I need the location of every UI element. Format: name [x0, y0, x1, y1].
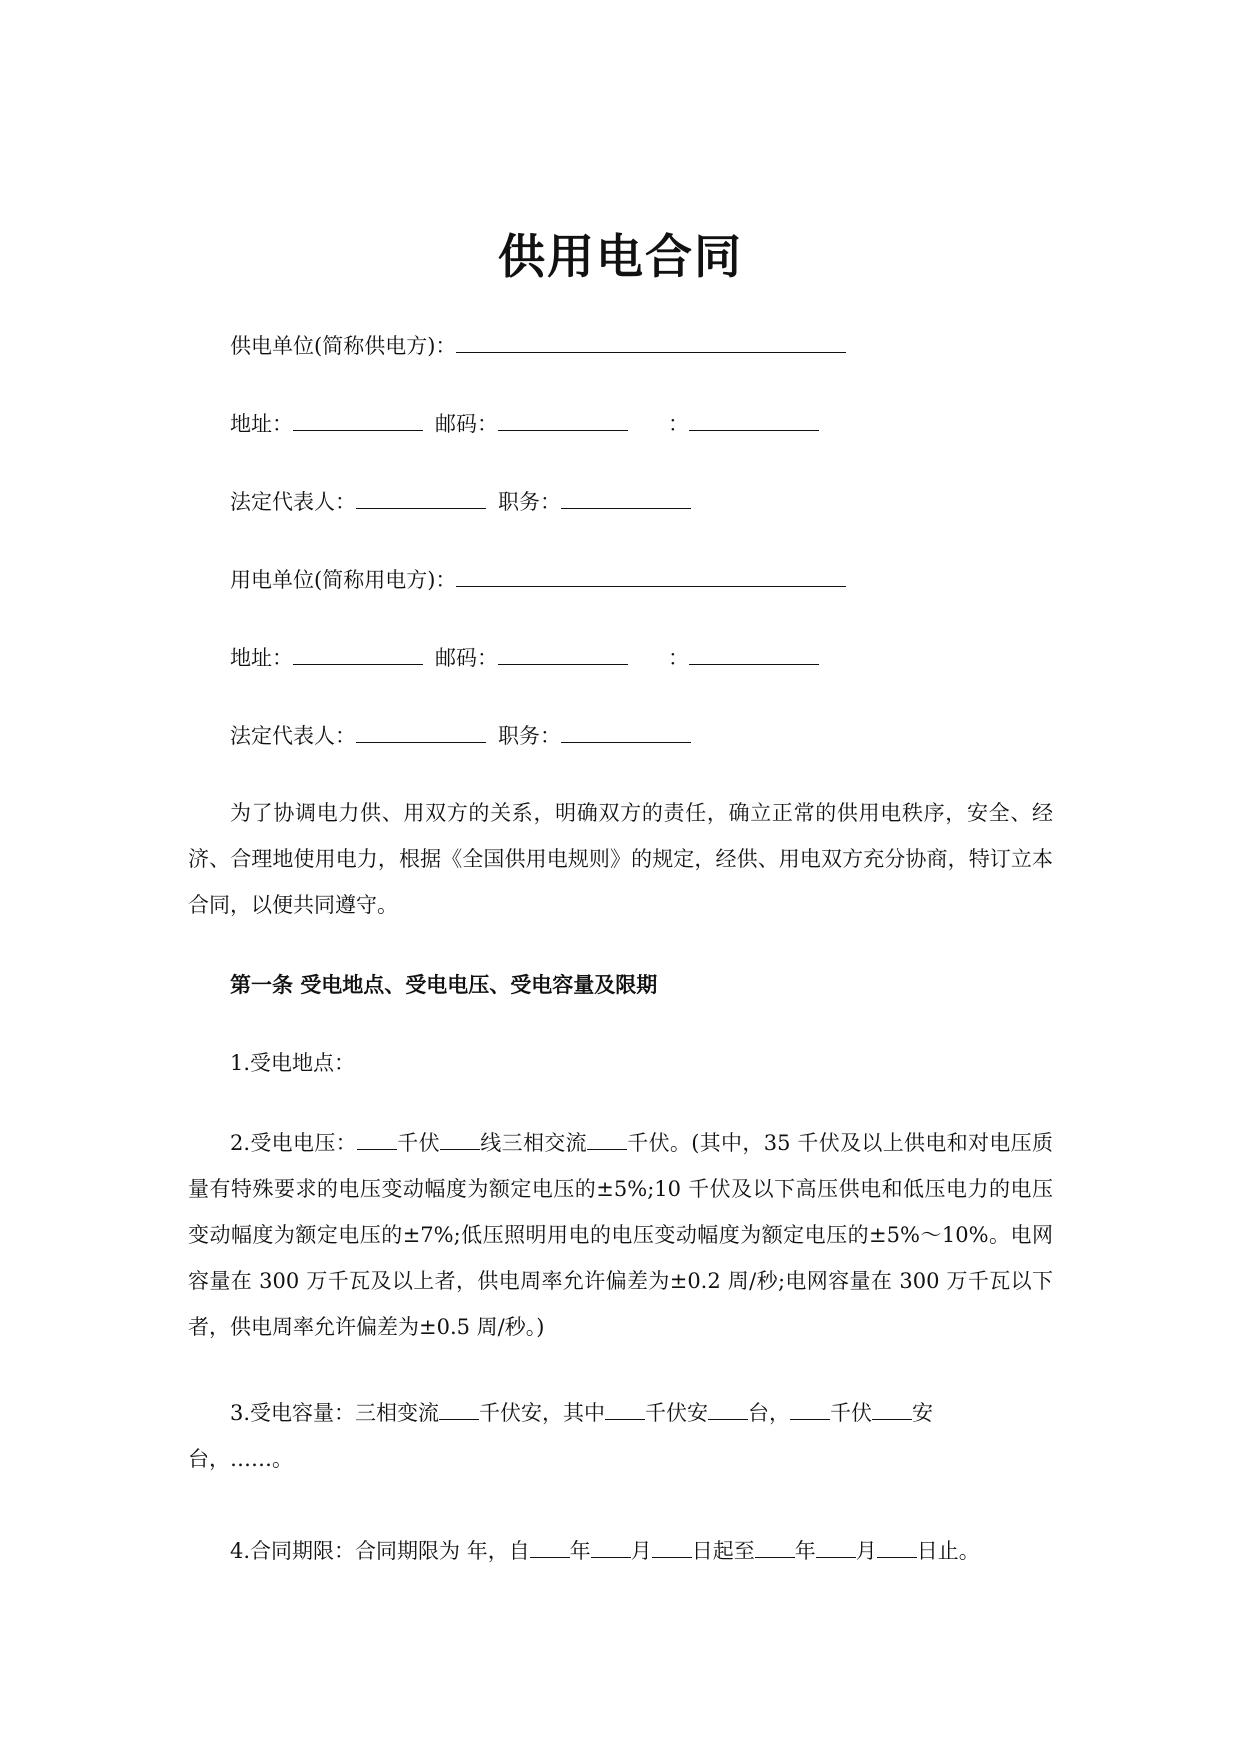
- consumer-postcode-blank: [498, 642, 628, 665]
- item4-text-4: 年: [794, 1539, 816, 1563]
- consumer-unit-line: [230, 564, 846, 595]
- item4-blank-2: [591, 1535, 631, 1558]
- item4-blank-1: [530, 1535, 570, 1558]
- supplier-rep-label: 法定代表人：: [230, 490, 356, 514]
- preamble-paragraph: 为了协调电力供、用双方的关系，明确双方的责任，确立正常的供用电秩序，安全、经济、合理地使用电力，根据《全国供用电规则》的规定，经供、用电双方充分协商，特订立本合同，以便共同遵守。: [188, 801, 1053, 917]
- item4-blank-3: [652, 1535, 692, 1558]
- item4-text-1: 年: [569, 1539, 591, 1563]
- supplier-address-label: 地址：: [230, 412, 293, 436]
- consumer-rep-blank: [356, 720, 486, 743]
- consumer-unit-label: 用电单位(简称用电方)：: [230, 568, 457, 592]
- article1-item3: [188, 1390, 1008, 1482]
- item4-text-5: 月: [855, 1539, 877, 1563]
- item3-prefix: 3.受电容量：三相变流: [230, 1401, 440, 1425]
- item3-text-4: 千伏: [830, 1401, 873, 1425]
- article1-heading: 第一条 受电地点、受电电压、受电容量及限期: [230, 972, 658, 997]
- consumer-position-label: 职务：: [498, 724, 561, 748]
- supplier-unit-blank: [456, 330, 846, 353]
- item3-text-6: 台，……。: [188, 1447, 293, 1471]
- supplier-rep-line: [230, 486, 691, 517]
- consumer-rep-line: [230, 720, 691, 751]
- item4-text-2: 月: [630, 1539, 652, 1563]
- article1-item1: 1.受电地点：: [230, 1051, 356, 1075]
- item3-text-3: 台，: [748, 1401, 791, 1425]
- item3-blank-2: [605, 1397, 645, 1420]
- supplier-phone-label: ：: [668, 412, 689, 436]
- item4-blank-5: [816, 1535, 856, 1558]
- supplier-postcode-blank: [498, 408, 628, 431]
- item2-blank-3: [587, 1127, 627, 1150]
- item4-text-3: 日起至: [691, 1539, 755, 1563]
- supplier-position-blank: [561, 486, 691, 509]
- supplier-unit-line: [230, 330, 846, 361]
- item3-text-2: 千伏安: [645, 1401, 709, 1425]
- item2-blank-1: [357, 1127, 397, 1150]
- item2-text-3: 千伏。(其中，35 千伏及以上供电和对电压质量有特殊要求的电压变动幅度为额定电压的±5%;10 千伏及以下高压供电和低压电力的电压变动幅度为额定电压的±7%;低压照明用电的电压变动幅度为额定电压的±5%～10%。电网容量在 300 万千瓦及以上者，供电周率允许偏差为±0.2 周/秒;电网容量在 300 万千瓦以下者，供电周率允许偏差为±0.5 周/秒。): [188, 1131, 1054, 1339]
- consumer-postcode-label: 邮码：: [435, 646, 498, 670]
- article1-item4: [230, 1535, 980, 1566]
- item3-blank-3: [708, 1397, 748, 1420]
- consumer-address-label: 地址：: [230, 646, 293, 670]
- document-title: 供用电合同: [498, 230, 743, 285]
- supplier-position-label: 职务：: [498, 490, 561, 514]
- item4-text-6: 日止。: [916, 1539, 980, 1563]
- consumer-address-blank: [293, 642, 423, 665]
- supplier-address-line: [230, 408, 819, 439]
- supplier-rep-blank: [356, 486, 486, 509]
- item3-blank-5: [872, 1397, 912, 1420]
- item4-blank-4: [755, 1535, 795, 1558]
- item4-prefix: 4.合同期限：合同期限为 年，自: [230, 1539, 530, 1563]
- item3-text-5: 安: [912, 1401, 934, 1425]
- consumer-phone-blank: [689, 642, 819, 665]
- consumer-address-line: [230, 642, 819, 673]
- consumer-position-blank: [561, 720, 691, 743]
- consumer-unit-blank: [456, 564, 846, 587]
- supplier-unit-label: 供电单位(简称供电方)：: [230, 334, 457, 358]
- supplier-phone-blank: [689, 408, 819, 431]
- supplier-address-blank: [293, 408, 423, 431]
- item3-blank-4: [790, 1397, 830, 1420]
- item3-blank-1: [439, 1397, 479, 1420]
- supplier-postcode-label: 邮码：: [435, 412, 498, 436]
- item2-blank-2: [440, 1127, 480, 1150]
- article1-item2: [188, 1120, 1053, 1350]
- item2-text-2: 线三相交流: [479, 1131, 587, 1155]
- item4-blank-6: [877, 1535, 917, 1558]
- item2-text-1: 千伏: [396, 1131, 440, 1155]
- item2-prefix: 2.受电电压：: [230, 1131, 357, 1155]
- consumer-rep-label: 法定代表人：: [230, 724, 356, 748]
- consumer-phone-label: ：: [668, 646, 689, 670]
- item3-text-1: 千伏安，其中: [479, 1401, 606, 1425]
